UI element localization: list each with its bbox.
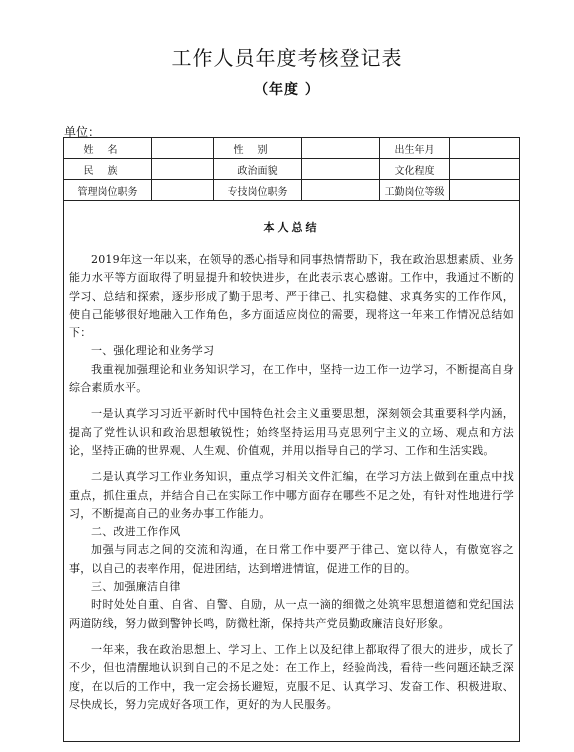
name-label-cell bbox=[64, 138, 152, 159]
section-heading: 三、加强廉洁自律 bbox=[91, 580, 181, 594]
unit-label: 单位： bbox=[64, 125, 101, 139]
table-row bbox=[64, 180, 520, 201]
ethnicity-label-cell bbox=[64, 159, 152, 180]
section-heading: 二、改进工作作风 bbox=[91, 525, 181, 539]
document-title: 工作人员年度考核登记表 bbox=[171, 46, 403, 70]
birth-label: 出生年月 bbox=[394, 144, 435, 156]
ethnicity-value-cell[interactable] bbox=[152, 159, 214, 180]
document-subtitle: （年度 ） bbox=[254, 82, 320, 98]
education-value-cell[interactable] bbox=[450, 159, 520, 180]
mgmt-position-label: 管理岗位职务 bbox=[77, 186, 138, 198]
political-label: 政治面貌 bbox=[237, 165, 278, 177]
personal-info-table bbox=[63, 137, 520, 201]
mgmt-position-label-cell bbox=[64, 180, 152, 201]
worker-grade-label-cell bbox=[380, 180, 450, 201]
mgmt-position-value-cell[interactable] bbox=[152, 180, 214, 201]
political-value-cell[interactable] bbox=[302, 159, 380, 180]
gender-label-cell bbox=[214, 138, 302, 159]
summary-paragraph: 一是认真学习习近平新时代中国特色社会主义重要思想，深刻领会其重要科学内涵，提高了党性认识和政治思想敏锐性；始终坚持运用马克思列宁主义的立场、观点和方法论，坚持正确的世界观、人生观、价值观，并用以指导自己的学习、工作和生活实践。 bbox=[69, 407, 514, 457]
table-row bbox=[64, 138, 520, 159]
summary-title: 本人总结 bbox=[263, 221, 320, 234]
tech-position-label-cell bbox=[214, 180, 302, 201]
ethnicity-label: 民族 bbox=[83, 165, 132, 177]
self-summary-section bbox=[63, 201, 520, 742]
summary-paragraph: 2019年这一年以来，在领导的悉心指导和同事热情帮助下，我在政治思想素质、业务能力水平等方面取得了明显提升和较快进步，在此表示衷心感谢。工作中，我通过不断的学习、总结和探索，逐步形成了勤于思考、严于律己、扎实稳健、求真务实的工作作风，使自己能够很好地融入工作角色，多方面适应岗位的需要，现将这一年来工作情况总结如下： bbox=[69, 253, 514, 340]
summary-paragraph: 二是认真学习工作业务知识，重点学习相关文件汇编，在学习方法上做到在重点中找重点，抓住重点，并结合自己在实际工作中哪方面存在哪些不足之处，有针对性地进行学习，不断提高自己的业务办事工作能力。 bbox=[69, 470, 514, 520]
summary-paragraph: 我重视加强理论和业务知识学习，在工作中，坚持一边工作一边学习，不断提高自身综合素质水平。 bbox=[69, 362, 514, 395]
summary-paragraph: 时时处处自重、自省、自警、自励，从一点一滴的细微之处筑牢思想道德和党纪国法两道防线，努力做到警钟长鸣，防微杜渐，保持共产党员勤政廉洁良好形象。 bbox=[69, 598, 514, 630]
summary-paragraph: 加强与同志之间的交流和沟通，在日常工作中要严于律己、宽以待人，有傲宽容之事，以自己的表率作用，促进团结，达到增进情谊，促进工作的目的。 bbox=[69, 543, 514, 575]
education-label-cell bbox=[380, 159, 450, 180]
worker-grade-label: 工勤岗位等级 bbox=[384, 186, 445, 198]
birth-value-cell[interactable] bbox=[450, 138, 520, 159]
table-row bbox=[64, 159, 520, 180]
name-value-cell[interactable] bbox=[152, 138, 214, 159]
worker-grade-value-cell[interactable] bbox=[450, 180, 520, 201]
birth-label-cell bbox=[380, 138, 450, 159]
tech-position-label: 专技岗位职务 bbox=[227, 186, 288, 198]
gender-label: 性别 bbox=[233, 144, 282, 156]
tech-position-value-cell[interactable] bbox=[302, 180, 380, 201]
education-label: 文化程度 bbox=[394, 165, 435, 177]
name-label: 姓名 bbox=[83, 144, 132, 156]
summary-paragraph: 一年来，我在政治思想上、学习上、工作上以及纪律上都取得了很大的进步，成长了不少，但也清醒地认识到自己的不足之处：在工作上，经验尚浅，看待一些问题还缺乏深度，在以后的工作中，我一定会扬长避短，克服不足、认真学习、发奋工作、积极进取、尽快成长，努力完成好各项工作，更好的为人民服务。 bbox=[69, 642, 514, 711]
summary-body bbox=[69, 251, 514, 714]
section-heading: 一、强化理论和业务学习 bbox=[91, 344, 215, 358]
political-label-cell bbox=[214, 159, 302, 180]
gender-value-cell[interactable] bbox=[302, 138, 380, 159]
